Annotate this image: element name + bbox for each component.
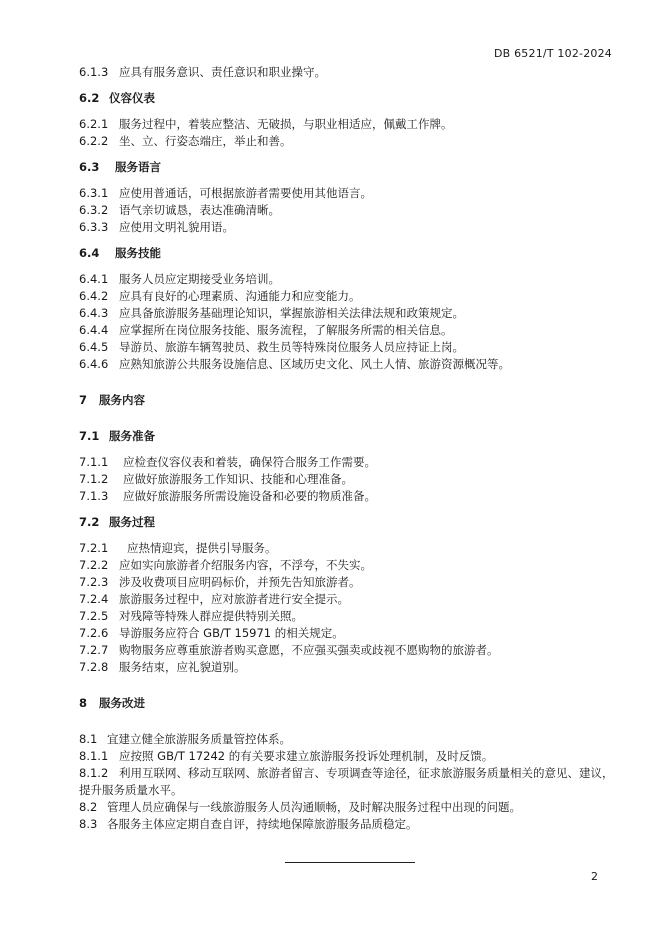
clause-text: 旅游服务过程中，应对旅游者进行安全提示。 <box>119 592 349 606</box>
document-code: DB 6521/T 102-2024 <box>494 47 612 60</box>
clause-number: 6.2.2 <box>79 134 109 148</box>
clause-text: 应做好旅游服务工作知识、技能和心理准备。 <box>123 472 353 486</box>
clause-7-1-1 <box>79 454 619 470</box>
clause-text: 利用互联网、移动互联网、旅游者留言、专项调查等途径，征求旅游服务质量相关的意见、建议，提升服务质量水平。 <box>79 766 614 797</box>
clause-7-1-2 <box>79 471 619 487</box>
clause-number: 6.4.4 <box>79 323 109 337</box>
clause-text: 应使用文明礼貌用语。 <box>119 220 234 234</box>
clause-text: 管理人员应确保与一线旅游服务人员沟通顺畅，及时解决服务过程中出现的问题。 <box>107 800 521 814</box>
heading-title: 服务语言 <box>115 160 161 174</box>
clause-number: 6.3.1 <box>79 186 109 200</box>
heading-title: 服务改进 <box>99 696 145 710</box>
clause-number: 7.2.7 <box>79 643 109 657</box>
clause-7-2-5 <box>79 608 619 624</box>
clause-number: 7.2.4 <box>79 592 109 606</box>
clause-text: 应做好旅游服务所需设施设备和必要的物质准备。 <box>123 489 376 503</box>
heading-6-4 <box>79 245 619 261</box>
heading-7 <box>79 392 619 408</box>
clause-number: 7.2.6 <box>79 626 109 640</box>
clause-6-3-3 <box>79 219 619 235</box>
clause-6-4-3 <box>79 305 619 321</box>
heading-title: 服务技能 <box>115 246 161 260</box>
clause-text: 应热情迎宾，提供引导服务。 <box>127 541 277 555</box>
clause-7-1-3 <box>79 488 619 504</box>
heading-number: 6.4 <box>79 246 100 260</box>
clause-text: 应如实向旅游者介绍服务内容，不浮夸，不失实。 <box>119 558 372 572</box>
page-number: 2 <box>591 870 598 883</box>
clause-number: 6.3.3 <box>79 220 109 234</box>
clause-text: 购物服务应尊重旅游者购买意愿，不应强买强卖或歧视不愿购物的旅游者。 <box>119 643 499 657</box>
clause-text: 应按照 GB/T 17242 的有关要求建立旅游服务投诉处理机制，及时反馈。 <box>119 749 494 763</box>
clause-7-2-1 <box>79 540 619 556</box>
clause-text: 各服务主体应定期自查自评，持续地保障旅游服务品质稳定。 <box>107 817 418 831</box>
clause-8-2 <box>79 799 619 815</box>
clause-text: 宜建立健全旅游服务质量管控体系。 <box>107 732 291 746</box>
heading-number: 6.3 <box>79 160 100 174</box>
clause-text: 应检查仪容仪表和着装，确保符合服务工作需要。 <box>123 455 376 469</box>
clause-text: 服务过程中，着装应整洁、无破损，与职业相适应，佩戴工作牌。 <box>119 117 453 131</box>
heading-7-2 <box>79 514 619 530</box>
heading-title: 服务过程 <box>109 515 155 529</box>
clause-number: 6.4.1 <box>79 272 109 286</box>
clause-6-2-1 <box>79 116 619 132</box>
clause-text: 服务人员应定期接受业务培训。 <box>119 272 280 286</box>
clause-text: 服务结束，应礼貌道别。 <box>119 660 246 674</box>
clause-text: 应具有良好的心理素质、沟通能力和应变能力。 <box>119 289 361 303</box>
heading-title: 仪容仪表 <box>109 91 155 105</box>
clause-number: 8.3 <box>79 817 98 831</box>
clause-number: 6.4.6 <box>79 357 109 371</box>
clause-text: 应使用普通话，可根据旅游者需要使用其他语言。 <box>119 186 372 200</box>
clause-text: 导游员、旅游车辆驾驶员、救生员等特殊岗位服务人员应持证上岗。 <box>119 340 464 354</box>
clause-text: 坐、立、行姿态端庄，举止和善。 <box>119 134 292 148</box>
clause-7-2-7 <box>79 642 619 658</box>
clause-8-1 <box>79 731 619 747</box>
clause-number: 8.1.2 <box>79 766 109 780</box>
clause-number: 6.4.2 <box>79 289 109 303</box>
clause-number: 6.4.3 <box>79 306 109 320</box>
clause-text: 应具有服务意识、责任意识和职业操守。 <box>119 65 326 79</box>
clause-number: 7.2.5 <box>79 609 109 623</box>
clause-8-3 <box>79 816 619 832</box>
heading-number: 7 <box>79 393 88 407</box>
clause-6-1-3 <box>79 64 619 80</box>
heading-6-3 <box>79 159 619 175</box>
clause-number: 8.2 <box>79 800 98 814</box>
heading-6-2 <box>79 90 619 106</box>
heading-number: 7.1 <box>79 429 100 443</box>
clause-text: 涉及收费项目应明码标价，并预先告知旅游者。 <box>119 575 361 589</box>
clause-8-1-2 <box>79 765 619 799</box>
heading-title: 服务内容 <box>99 393 145 407</box>
clause-text: 语气亲切诚恳，表达准确清晰。 <box>119 203 280 217</box>
heading-number: 8 <box>79 696 88 710</box>
heading-title: 服务准备 <box>109 429 155 443</box>
clause-text: 对残障等特殊人群应提供特别关照。 <box>119 609 303 623</box>
clause-number: 7.2.3 <box>79 575 109 589</box>
clause-number: 6.3.2 <box>79 203 109 217</box>
clause-number: 6.2.1 <box>79 117 109 131</box>
clause-6-4-2 <box>79 288 619 304</box>
clause-6-4-5 <box>79 339 619 355</box>
heading-number: 7.2 <box>79 515 100 529</box>
end-rule <box>285 862 415 863</box>
clause-text: 应具备旅游服务基础理论知识，掌握旅游相关法律法规和政策规定。 <box>119 306 464 320</box>
clause-number: 8.1 <box>79 732 98 746</box>
clause-number: 7.1.3 <box>79 489 109 503</box>
clause-6-4-4 <box>79 322 619 338</box>
clause-text: 应掌握所在岗位服务技能、服务流程，了解服务所需的相关信息。 <box>119 323 453 337</box>
clause-6-2-2 <box>79 133 619 149</box>
clause-number: 8.1.1 <box>79 749 109 763</box>
clause-number: 7.1.1 <box>79 455 109 469</box>
clause-7-2-8 <box>79 659 619 675</box>
clause-number: 6.1.3 <box>79 65 109 79</box>
clause-text: 导游服务应符合 GB/T 15971 的相关规定。 <box>119 626 344 640</box>
clause-7-2-4 <box>79 591 619 607</box>
clause-number: 7.1.2 <box>79 472 109 486</box>
clause-number: 7.2.1 <box>79 541 109 555</box>
clause-6-3-1 <box>79 185 619 201</box>
heading-number: 6.2 <box>79 91 100 105</box>
clause-text: 应熟知旅游公共服务设施信息、区域历史文化、风土人情、旅游资源概况等。 <box>119 357 510 371</box>
clause-number: 7.2.2 <box>79 558 109 572</box>
heading-8 <box>79 695 619 711</box>
clause-7-2-6 <box>79 625 619 641</box>
clause-6-3-2 <box>79 202 619 218</box>
clause-7-2-2 <box>79 557 619 573</box>
clause-7-2-3 <box>79 574 619 590</box>
clause-number: 7.2.8 <box>79 660 109 674</box>
clause-8-1-1 <box>79 748 619 764</box>
clause-number: 6.4.5 <box>79 340 109 354</box>
clause-6-4-1 <box>79 271 619 287</box>
clause-6-4-6 <box>79 356 619 372</box>
heading-7-1 <box>79 428 619 444</box>
